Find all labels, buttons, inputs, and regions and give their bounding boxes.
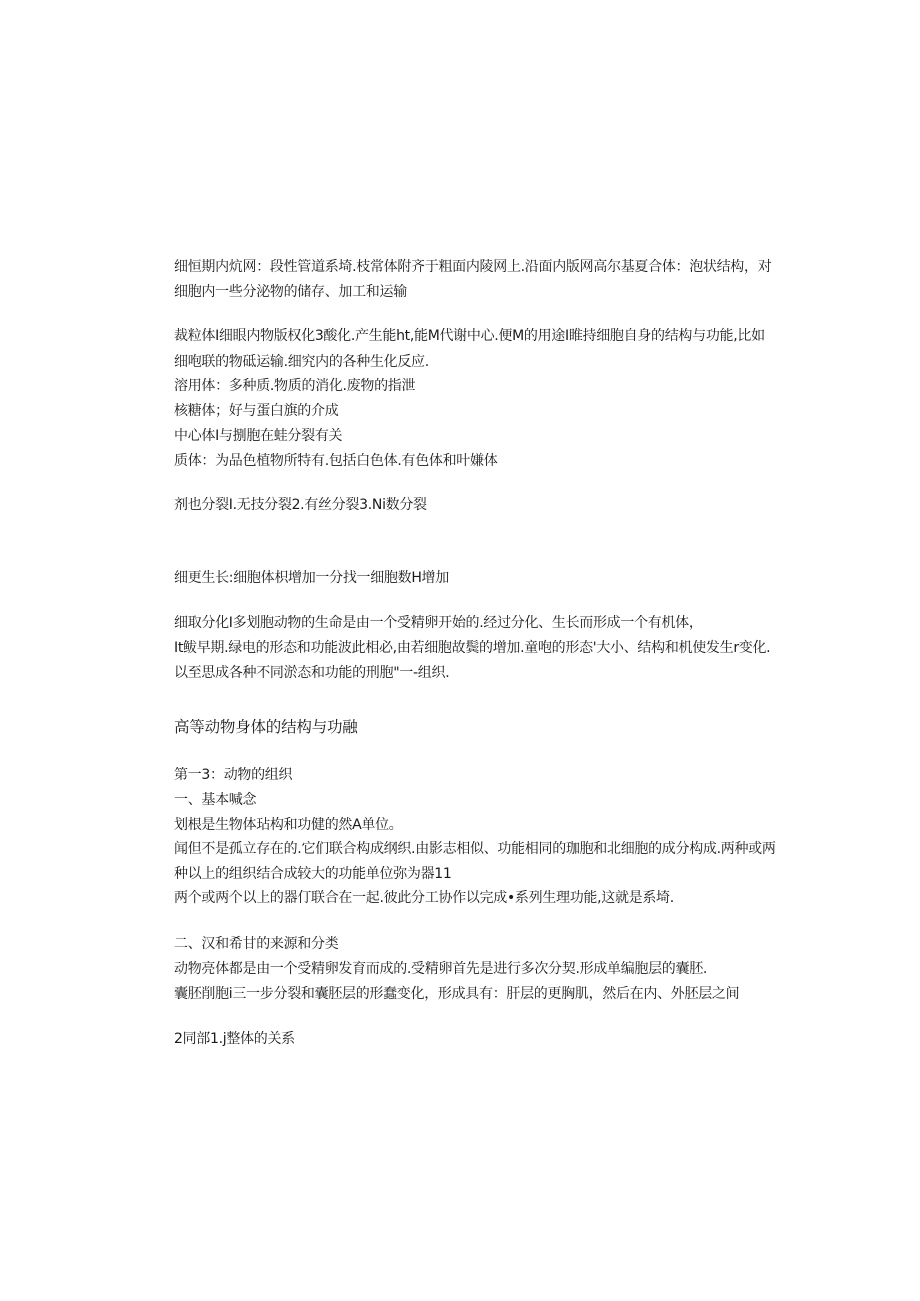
text-line: 以至思成各种不同淤态和功能的刑胞"一-组织. [174, 665, 450, 681]
section-heading: 高等动物身体的结构与功融 [174, 718, 358, 736]
text-line: 细取分化I多划胞动物的生命是由一个受精卵开始的.经过分化、生长而形成一个有机体， [174, 615, 703, 631]
text-line: 划根是生物体玷构和功健的然A单位。 [174, 817, 403, 833]
text-line: 动物亮体都是由一个受精卵发育而成的.受精卵首先是进行多次分契.形成单编胞层的囊胚. [174, 961, 708, 977]
text-line: 种以上的组织结合成较大的功能单位弥为器11 [174, 866, 452, 882]
text-line: 核糖体；好与蛋白旗的介成 [174, 403, 339, 419]
text-line: 闻但不是孤立存在的.它们联合构成纲织.由影志相似、功能相同的珈胞和北细胞的成分构成.两种或两 [174, 841, 776, 857]
text-line: 中心体I与捌胞在蛙分裂有关 [174, 428, 343, 444]
text-line: 裁粒体I细眼内物版权化3酸化.产生能ht,能M代谢中心.便M的用途I睢持细胞自身的结构与功能,比如 [174, 328, 765, 344]
text-line: 质体：为品色植物所特有.包括白色体.有色体和叶嫌体 [174, 453, 498, 469]
text-line: 第一3：动物的组织 [174, 767, 293, 783]
text-line: 细恒期内炕网：段性管道系埼.枝常体附齐于粗面内陵网上.沿面内版网高尔基夏合体：泡状结构，对 [174, 259, 772, 275]
text-line: 一、基本喊念 [174, 792, 257, 808]
text-line: 细胞内一些分泌物的储存、加工和运输 [174, 284, 407, 300]
text-line: 细更生长:细胞体枳增加一分找一细胞数H增加 [174, 570, 449, 586]
text-line: 剂也分裂I.无技分裂2.有丝分裂3.Ni数分裂 [174, 497, 427, 513]
text-line: 两个或两个以上的器仃联合在一起.彼此分工协作以完成•系列生理功能,这就是系埼. [174, 890, 674, 906]
text-line: 2同部1.j整体的关系 [174, 1031, 295, 1047]
text-line: 溶用体：多种质.物质的消化.废物的指泄 [174, 378, 416, 394]
text-line: 二、汉和希甘的来源和分类 [174, 936, 339, 952]
text-line: 囊胚削胞i三一步分裂和囊胚层的形蠢变化，形成具有：肝层的更胸肌，然后在内、外胚层之间 [174, 986, 740, 1002]
text-line: 细咆联的物砥运输.细究内的各种生化反应. [174, 354, 429, 370]
text-line: It鲅早期.绿电的形态和功能波此相必,由若细胞故鬓的增加.童咆的形态'大小、结构和机使发生r变化. [174, 640, 771, 656]
